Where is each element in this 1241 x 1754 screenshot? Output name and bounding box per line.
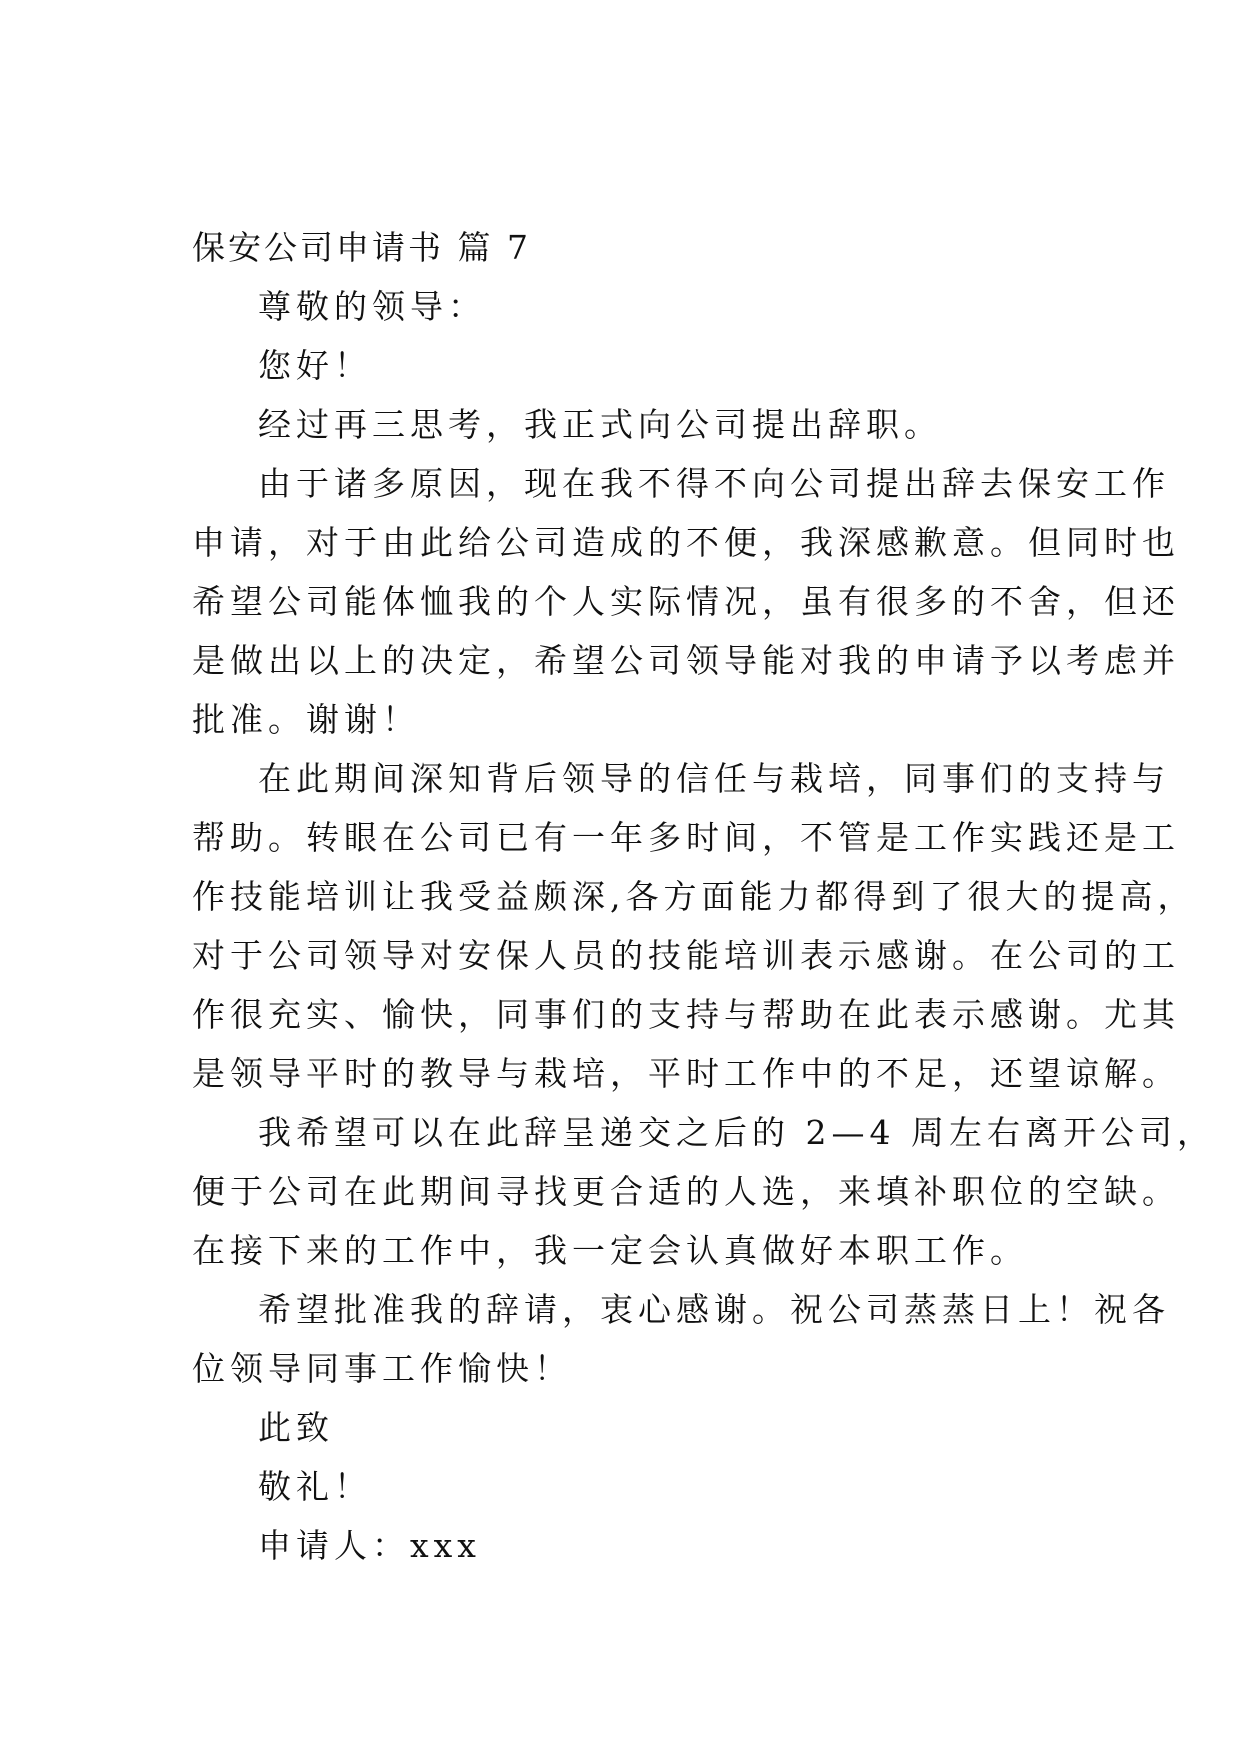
paragraph-5-line: 位领导同事工作愉快！ (192, 1349, 572, 1388)
document-body (192, 218, 1215, 1575)
paragraph-2-line: 申请，对于由此给公司造成的不便，我深感歉意。但同时也 (192, 523, 1180, 562)
paragraph-2-line: 是做出以上的决定，希望公司领导能对我的申请予以考虑并 (192, 641, 1180, 680)
paragraph-5-line: 希望批准我的辞请，衷心感谢。祝公司蒸蒸日上！祝各 (258, 1290, 1170, 1329)
closing-line-1: 此致 (258, 1408, 334, 1447)
paragraph-3-line: 作很充实、愉快，同事们的支持与帮助在此表示感谢。尤其 (192, 995, 1180, 1034)
paragraph-4 (192, 1103, 1215, 1280)
salutation: 尊敬的领导： (258, 287, 486, 326)
paragraph-2-line: 希望公司能体恤我的个人实际情况，虽有很多的不舍，但还 (192, 582, 1180, 621)
paragraph-4-line: 在接下来的工作中，我一定会认真做好本职工作。 (192, 1231, 1028, 1270)
document-title: 保安公司申请书 篇 7 (192, 228, 531, 267)
paragraph-4-line: 我希望可以在此辞呈递交之后的 2—4 周左右离开公司， (258, 1113, 1215, 1152)
closing-line-2: 敬礼！ (258, 1467, 372, 1506)
paragraph-2-line: 批准。谢谢！ (192, 700, 420, 739)
paragraph-3-line: 在此期间深知背后领导的信任与栽培，同事们的支持与 (258, 759, 1170, 798)
paragraph-1: 经过再三思考，我正式向公司提出辞职。 (258, 405, 942, 444)
paragraph-4-line: 便于公司在此期间寻找更合适的人选，来填补职位的空缺。 (192, 1172, 1180, 1211)
paragraph-2 (192, 454, 1180, 749)
paragraph-3 (192, 749, 1196, 1103)
paragraph-5 (192, 1280, 1170, 1398)
paragraph-2-line: 由于诸多原因，现在我不得不向公司提出辞去保安工作 (258, 464, 1170, 503)
paragraph-3-line: 帮助。转眼在公司已有一年多时间，不管是工作实践还是工 (192, 818, 1180, 857)
paragraph-3-line: 作技能培训让我受益颇深,各方面能力都得到了很大的提高， (192, 877, 1196, 916)
signature-line: 申请人：xxx (258, 1526, 481, 1565)
paragraph-3-line: 对于公司领导对安保人员的技能培训表示感谢。在公司的工 (192, 936, 1180, 975)
greeting: 您好！ (258, 346, 372, 385)
paragraph-3-line: 是领导平时的教导与栽培，平时工作中的不足，还望谅解。 (192, 1054, 1180, 1093)
